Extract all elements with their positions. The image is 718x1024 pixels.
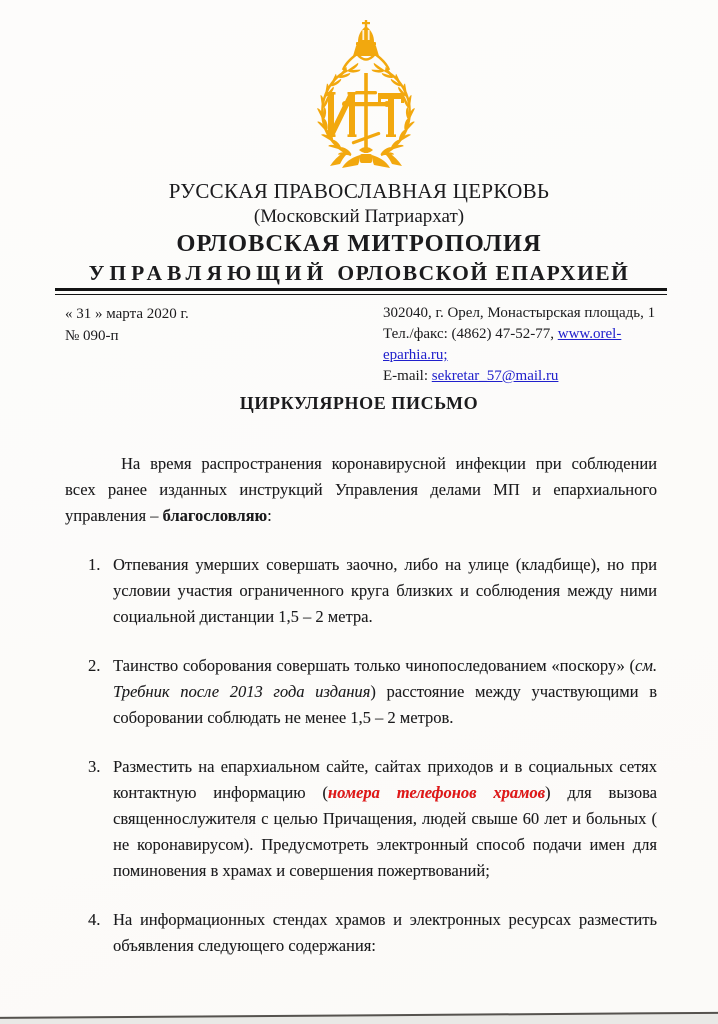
item-number: 4. bbox=[88, 910, 101, 929]
text-segment: Отпевания умерших совершать заочно, либо на улице (кладбище), но при условии участия ограниченного круга близких и соблюдения между ними социальной дистанции 1,5 – 2 метра. bbox=[113, 555, 657, 626]
text-segment: ) для вызова священнослужителя с целью Причащения, людей свыше 60 лет и больных ( не коронавирусом). Предусмотреть электронный способ подачи имен для поминовения в храмах и совершения пожертвований; bbox=[113, 783, 657, 880]
website-link[interactable]: www.orel-eparhia.ru; bbox=[383, 326, 622, 363]
directive-item bbox=[88, 653, 657, 731]
text-segment: Таинство соборования совершать только чинопоследованием «поскору» ( bbox=[113, 656, 636, 675]
item-number: 2. bbox=[88, 656, 101, 675]
monogram-right bbox=[378, 93, 404, 137]
phone-line bbox=[383, 324, 657, 366]
item-text bbox=[113, 754, 657, 884]
monogram-left bbox=[327, 92, 357, 137]
date-number-block bbox=[65, 303, 295, 387]
email-line bbox=[383, 366, 657, 387]
text-segment: На информационных стендах храмов и электронных ресурсах разместить объявления следующего содержания: bbox=[113, 910, 657, 955]
item-number: 1. bbox=[88, 555, 101, 574]
email-label: E-mail: bbox=[383, 368, 432, 384]
meta-block bbox=[65, 303, 657, 387]
patriarchate-line: (Московский Патриархат) bbox=[253, 206, 465, 227]
letter-date: « 31 » марта 2020 г. bbox=[65, 306, 189, 322]
header-divider bbox=[55, 288, 667, 295]
directive-item bbox=[88, 754, 657, 884]
directive-item bbox=[88, 907, 657, 959]
text-segment: ) расстояние между участвующими в соборовании соблюдать не менее 1,5 – 2 метров. bbox=[113, 682, 657, 727]
intro-paragraph bbox=[65, 451, 657, 529]
phone-number: Тел./факс: (4862) 47-52-77, bbox=[383, 326, 558, 342]
ruling-word1: УПРАВЛЯЮЩИЙ bbox=[88, 261, 329, 285]
directive-list bbox=[65, 552, 657, 959]
crown-drapes bbox=[343, 54, 389, 70]
crown-icon bbox=[353, 20, 379, 56]
item-text bbox=[113, 653, 657, 731]
ruling-word2: ОРЛОВСКОЙ ЕПАРХИЕЙ bbox=[337, 261, 630, 285]
metropolia-line: ОРЛОВСКАЯ МИТРОПОЛИЯ bbox=[176, 230, 542, 257]
item-number: 3. bbox=[88, 757, 101, 776]
scan-page-edge bbox=[0, 1012, 718, 1024]
ruling-bishop-line bbox=[0, 259, 718, 288]
contacts-block bbox=[383, 303, 657, 387]
letter-body bbox=[65, 451, 657, 982]
directive-item bbox=[88, 552, 657, 630]
item-text bbox=[113, 552, 657, 630]
church-name: РУССКАЯ ПРАВОСЛАВНАЯ ЦЕРКОВЬ bbox=[168, 179, 550, 203]
text-segment: номера телефонов храмов bbox=[327, 783, 546, 802]
item-text bbox=[113, 907, 657, 959]
letter-title: ЦИРКУЛЯРНОЕ ПИСЬМО bbox=[239, 393, 479, 413]
text-segment: : bbox=[267, 506, 272, 525]
ribbon-icon bbox=[330, 152, 402, 168]
email-link[interactable]: sekretar_57@mail.ru bbox=[431, 368, 559, 384]
text-segment: см. Требник после 2013 года издания bbox=[113, 656, 657, 701]
postal-address: 302040, г. Орел, Монастырская площадь, 1 bbox=[383, 305, 656, 321]
diocese-emblem-icon bbox=[310, 20, 422, 172]
letterhead bbox=[0, 178, 718, 288]
text-segment: На время распространения коронавирусной инфекции при соблюдении всех ранее изданных инструкций Управления делами МП и епархиального управления – bbox=[65, 454, 657, 525]
text-segment: благословляю bbox=[162, 506, 268, 525]
letter-number: № 090-п bbox=[65, 328, 119, 344]
text-segment: Разместить на епархиальном сайте, сайтах приходов и в социальных сетях контактную информацию ( bbox=[113, 757, 657, 802]
